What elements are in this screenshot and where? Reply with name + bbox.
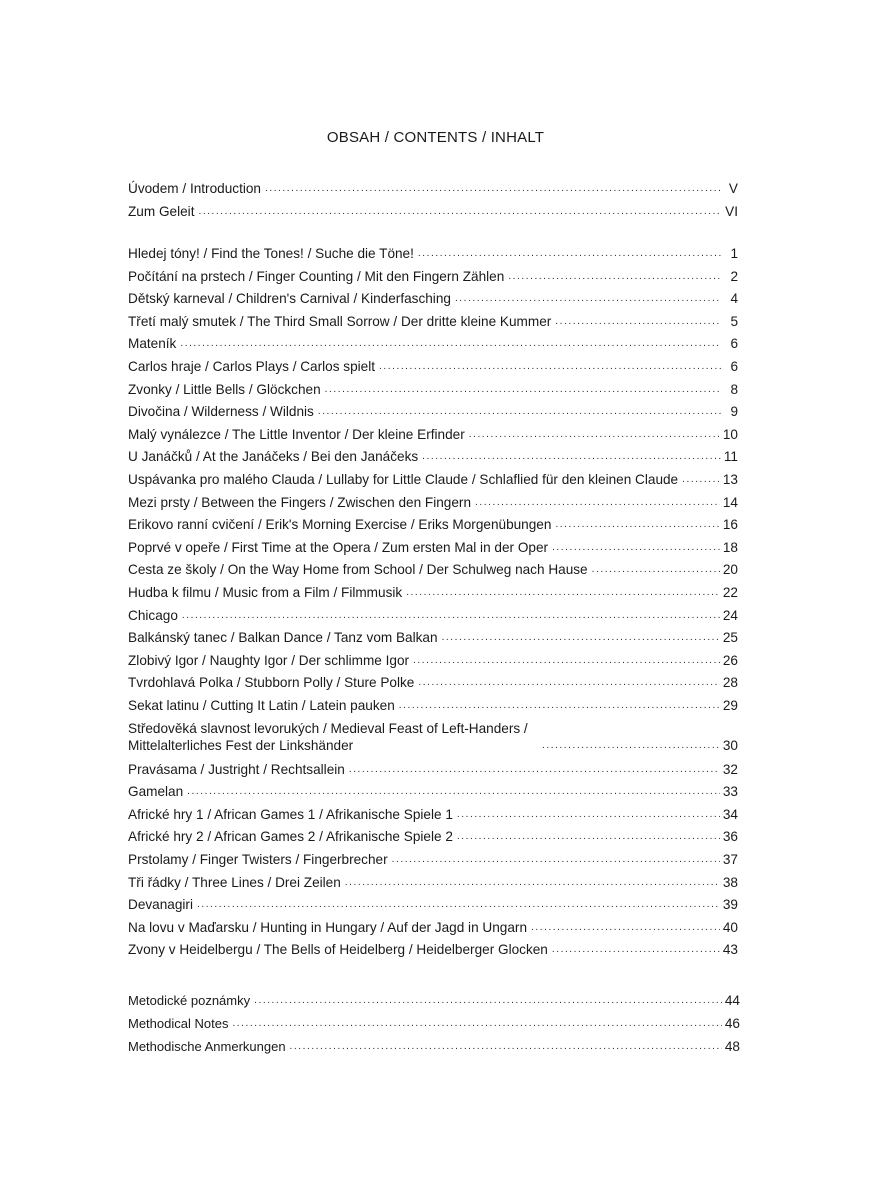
toc-page-number: 16 <box>722 517 738 533</box>
toc-entry-title: Zvony v Heidelbergu / The Bells of Heidelberg / Heidelberger Glocken <box>128 942 548 958</box>
toc-page-number: V <box>728 181 738 196</box>
toc-entry <box>128 561 738 578</box>
dot-leader <box>379 358 721 375</box>
toc-page-number: 5 <box>730 313 738 329</box>
toc-entry <box>128 874 738 891</box>
toc-entry-title: Tvrdohlavá Polka / Stubborn Polly / Sture Polke <box>128 675 415 691</box>
toc-page-number: 37 <box>722 852 738 867</box>
dot-leader <box>508 268 721 285</box>
toc-page-number: 30 <box>722 737 738 753</box>
toc-page-number: 9 <box>730 404 738 420</box>
dot-leader <box>552 539 720 556</box>
toc-entry-title: Chicago <box>128 607 178 623</box>
toc-page-number: 36 <box>722 829 738 845</box>
toc-page-number: 2 <box>730 268 738 284</box>
toc-page-number: 43 <box>722 942 738 958</box>
dot-leader <box>442 629 720 646</box>
dot-leader <box>187 783 720 800</box>
toc-entry <box>128 290 738 307</box>
toc-entry <box>128 245 738 262</box>
dot-leader <box>406 584 720 601</box>
dot-leader <box>475 494 720 511</box>
toc-page-number: 48 <box>724 1039 740 1054</box>
toc-entry-title: Sekat latinu / Cutting It Latin / Latein pauken <box>128 698 395 713</box>
toc-page-number: 39 <box>722 897 738 913</box>
toc-entry <box>128 761 738 778</box>
toc-page-number: 33 <box>722 784 738 800</box>
toc-entry-title: Úvodem / Introduction <box>128 181 261 196</box>
toc-entry <box>128 584 738 601</box>
dot-leader <box>469 426 720 443</box>
dot-leader <box>542 737 720 754</box>
toc-entry-title: Africké hry 1 / African Games 1 / Afrikanische Spiele 1 <box>128 806 453 822</box>
page-title: OBSAH / CONTENTS / INHALT <box>326 129 545 146</box>
toc-entry-title: U Janáčků / At the Janáčeks / Bei den Janáčeks <box>128 449 419 465</box>
toc-entry <box>128 828 738 845</box>
dot-leader <box>455 290 721 307</box>
toc-entry-title: Prstolamy / Finger Twisters / Fingerbrecher <box>128 852 388 867</box>
dot-leader <box>325 381 721 398</box>
toc-page-number: 34 <box>722 806 738 822</box>
toc-page-number: 25 <box>722 630 738 646</box>
toc-page-number: 22 <box>722 585 738 600</box>
dot-leader <box>682 471 720 488</box>
toc-entry-title: Zum Geleit <box>128 204 195 219</box>
toc-entry-title: Methodische Anmerkungen <box>128 1039 286 1054</box>
toc-page-number: 24 <box>722 607 738 623</box>
dot-leader <box>197 896 720 913</box>
toc-entry <box>128 1038 740 1055</box>
toc-entry-title: Středověká slavnost levorukých / Medieval Feast of Left-Handers / Mittelalterliches Fest der Linkshänder <box>128 720 528 753</box>
toc-entry <box>128 516 738 533</box>
toc-entry <box>128 806 738 823</box>
dot-leader <box>180 335 721 352</box>
toc-entry-title: Zvonky / Little Bells / Glöckchen <box>128 381 321 397</box>
toc-page-number: 11 <box>723 449 738 465</box>
toc-entry <box>128 1015 740 1032</box>
toc-entry-title: Hledej tóny! / Find the Tones! / Suche die Töne! <box>128 246 414 261</box>
dot-leader <box>552 941 720 958</box>
toc-entry-title: Tři řádky / Three Lines / Drei Zeilen <box>128 874 341 890</box>
toc-page-number: 44 <box>724 993 740 1008</box>
toc-page-number: 38 <box>722 874 738 890</box>
toc-page-number: 6 <box>730 359 738 374</box>
dot-leader <box>399 697 720 714</box>
dot-leader <box>345 874 720 891</box>
toc-entry-title: Balkánský tanec / Balkan Dance / Tanz vom Balkan <box>128 630 438 646</box>
toc-entry <box>128 919 738 936</box>
toc-entry <box>128 674 738 691</box>
toc-entry-title: Třetí malý smutek / The Third Small Sorrow / Der dritte kleine Kummer <box>128 313 552 329</box>
dot-leader <box>418 674 720 691</box>
toc-entry <box>128 403 738 420</box>
toc-page-number: 13 <box>722 472 738 487</box>
toc-entry <box>128 268 738 285</box>
toc-entry-title: Na lovu v Maďarsku / Hunting in Hungary / Auf der Jagd in Ungarn <box>128 919 528 935</box>
toc-page-number: 4 <box>730 291 738 307</box>
toc-entry <box>128 720 738 754</box>
dot-leader <box>290 1038 722 1055</box>
toc-entry <box>128 697 738 714</box>
toc-entry <box>128 896 738 913</box>
toc-page-number: 26 <box>722 652 738 668</box>
dot-leader <box>592 561 720 578</box>
toc-entry <box>128 471 738 488</box>
dot-leader <box>318 403 721 420</box>
toc-entry <box>128 652 738 669</box>
toc-entry <box>128 941 738 958</box>
toc-page-number: 6 <box>730 336 738 352</box>
toc-entry-title: Erikovo ranní cvičení / Erik's Morning Exercise / Eriks Morgenübungen <box>128 517 552 533</box>
dot-leader <box>349 761 720 778</box>
toc-entry <box>128 494 738 511</box>
toc-entry-title: Mezi prsty / Between the Fingers / Zwischen den Fingern <box>128 494 472 510</box>
toc-page-number: 29 <box>722 698 738 713</box>
toc-entry <box>128 607 738 624</box>
dot-leader <box>254 992 722 1009</box>
toc-entry <box>128 851 738 868</box>
dot-leader <box>413 652 720 669</box>
toc-entry <box>128 539 738 556</box>
toc-entry <box>128 783 738 800</box>
toc-page-number: 14 <box>722 494 738 510</box>
toc-entry <box>128 335 738 352</box>
toc-entry-title: Malý vynálezce / The Little Inventor / Der kleine Erfinder <box>128 426 465 442</box>
toc-entry-title: Cesta ze školy / On the Way Home from School / Der Schulweg nach Hause <box>128 562 588 578</box>
toc-entry-title: Devanagiri <box>128 897 193 913</box>
toc-page-number: 28 <box>722 675 738 691</box>
toc-entry-title: Pravásama / Justright / Rechtsallein <box>128 761 345 777</box>
toc-entry-title: Počítání na prstech / Finger Counting / Mit den Fingern Zählen <box>128 268 505 284</box>
toc-entry <box>128 629 738 646</box>
toc-entry-title: Africké hry 2 / African Games 2 / Afrikanische Spiele 2 <box>128 829 453 845</box>
toc-entry-title: Methodical Notes <box>128 1016 229 1031</box>
toc-entry-title: Gamelan <box>128 784 184 800</box>
toc-entry <box>128 448 738 465</box>
toc-entry-title: Zlobivý Igor / Naughty Igor / Der schlimme Igor <box>128 652 410 668</box>
dot-leader <box>232 1015 721 1032</box>
dot-leader <box>265 180 721 197</box>
toc-entry <box>128 313 738 330</box>
toc-entry <box>128 992 740 1009</box>
toc-entry-title: Hudba k filmu / Music from a Film / Filmmusik <box>128 585 403 600</box>
dot-leader <box>392 851 720 868</box>
toc-page-number: 20 <box>722 562 738 578</box>
toc-page-number: 40 <box>722 919 738 935</box>
toc-entry <box>128 358 738 375</box>
toc-entry-title: Metodické poznámky <box>128 993 251 1008</box>
dot-leader <box>457 828 720 845</box>
toc-page-number: 10 <box>722 426 738 442</box>
toc-entry-title: Uspávanka pro malého Clauda / Lullaby for Little Claude / Schlaflied für den kleinen Claude <box>128 472 679 487</box>
toc-page-number: 1 <box>730 246 738 261</box>
dot-leader <box>198 203 721 220</box>
toc-entry <box>128 180 738 197</box>
toc-entry-title: Dětský karneval / Children's Carnival / Kinderfasching <box>128 291 451 307</box>
dot-leader <box>555 516 719 533</box>
toc-page-number: 8 <box>730 381 738 397</box>
toc-entry-title: Mateník <box>128 336 177 352</box>
toc-entry <box>128 426 738 443</box>
dot-leader <box>457 806 720 823</box>
toc-entry <box>128 381 738 398</box>
toc-page-number: 46 <box>724 1016 740 1031</box>
toc-page-number: VI <box>725 204 738 219</box>
toc-page-number: 32 <box>722 761 738 777</box>
dot-leader <box>422 448 721 465</box>
dot-leader <box>531 919 720 936</box>
dot-leader <box>555 313 721 330</box>
toc-entry-title: Poprvé v opeře / First Time at the Opera / Zum ersten Mal in der Oper <box>128 539 549 555</box>
toc-entry-title: Divočina / Wilderness / Wildnis <box>128 404 314 420</box>
toc-entry <box>128 203 738 220</box>
toc-entry-title: Carlos hraje / Carlos Plays / Carlos spielt <box>128 359 376 374</box>
toc-page-number: 18 <box>722 539 738 555</box>
dot-leader <box>182 607 720 624</box>
dot-leader <box>418 245 721 262</box>
